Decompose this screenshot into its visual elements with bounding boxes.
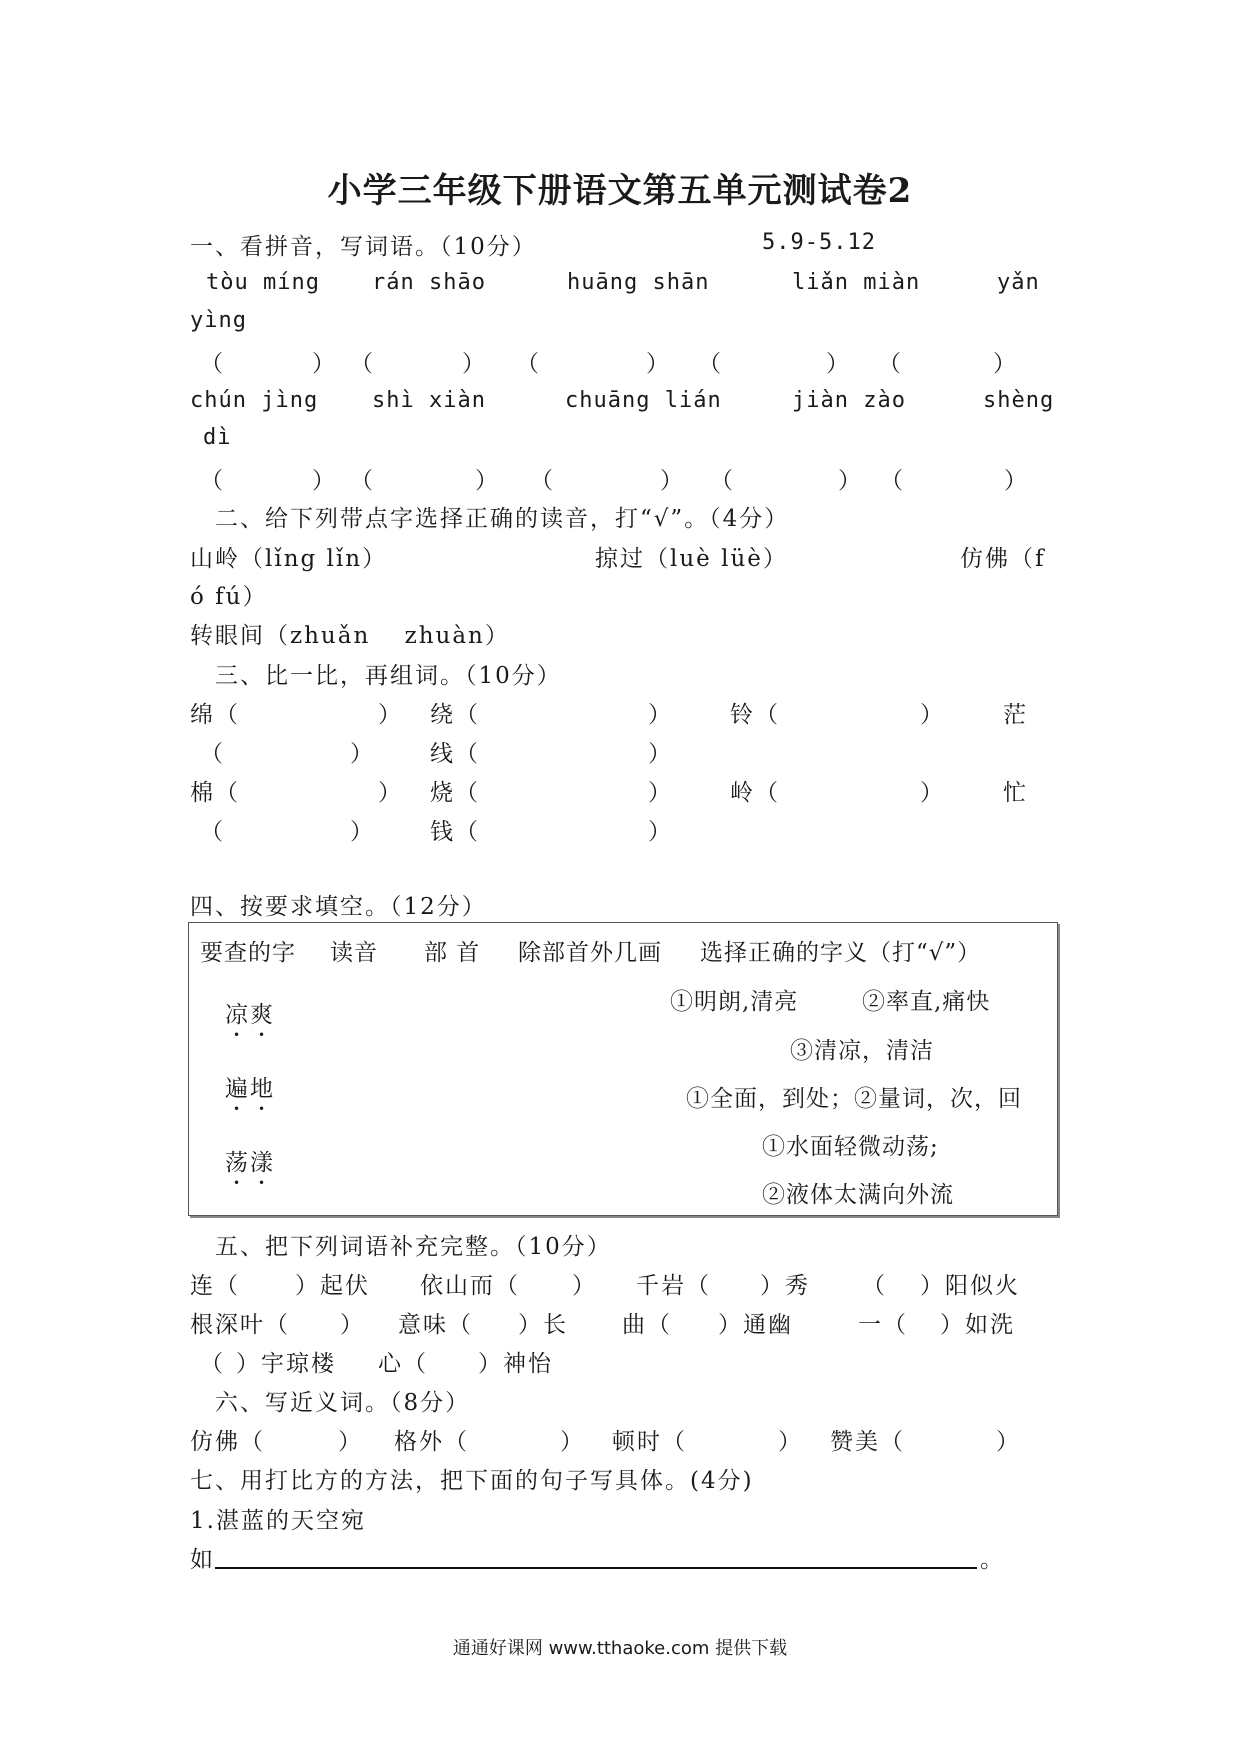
q2-item: 转眼间（zhuǎn zhuàn） bbox=[190, 623, 510, 649]
q3-cell: ） bbox=[350, 741, 375, 767]
pinyin: liǎn miàn bbox=[792, 270, 921, 295]
q3-cell: 茫 bbox=[1003, 702, 1028, 728]
q7-sentence: 1.湛蓝的天空宛 bbox=[190, 1508, 366, 1534]
q5-cell: 依山而（ bbox=[420, 1273, 520, 1299]
q6-cell: 顿时（ bbox=[612, 1429, 687, 1455]
blank-open: （ bbox=[880, 468, 905, 494]
blank-close: ） bbox=[1004, 468, 1029, 494]
q5-cell: ）如洗 bbox=[940, 1312, 1015, 1338]
blank-close: ） bbox=[312, 351, 337, 377]
q5-cell: ） bbox=[340, 1312, 365, 1338]
blank-close: ） bbox=[475, 468, 500, 494]
meaning: ①明朗,清亮 bbox=[670, 989, 799, 1015]
q3-cell: 岭（ bbox=[730, 780, 780, 806]
q7-prefix: 如 bbox=[190, 1547, 215, 1573]
blank-open: （ bbox=[516, 351, 541, 377]
q6-cell: ） bbox=[338, 1429, 363, 1455]
blank-open: （ bbox=[878, 351, 903, 377]
q3-cell: （ bbox=[200, 741, 225, 767]
q5-cell: ）宇琼楼 bbox=[236, 1351, 336, 1377]
q2-item: ó fú） bbox=[190, 584, 268, 610]
footer: 通通好课网 www.tthaoke.com 提供下载 bbox=[452, 1638, 788, 1659]
pinyin: tòu míng bbox=[206, 270, 320, 295]
q6-cell: ） bbox=[996, 1429, 1021, 1455]
q3-cell: （ bbox=[200, 819, 225, 845]
q6-cell: 仿佛（ bbox=[190, 1429, 265, 1455]
q3-heading: 三、比一比，再组词。（10分） bbox=[215, 663, 562, 689]
blank-open: （ bbox=[200, 468, 225, 494]
meaning: ②液体太满向外流 bbox=[762, 1182, 954, 1208]
q1-heading: 一、看拼音，写词语。（10分） bbox=[190, 234, 537, 260]
q7-suffix: 。 bbox=[980, 1547, 1005, 1573]
blank-close: ） bbox=[660, 468, 685, 494]
q5-cell: 心（ bbox=[378, 1351, 428, 1377]
blank-open: （ bbox=[710, 468, 735, 494]
q3-cell: ） bbox=[648, 819, 673, 845]
q5-cell: ） bbox=[572, 1273, 597, 1299]
blank-close: ） bbox=[646, 351, 671, 377]
lookup-word: 荡漾 bbox=[225, 1150, 275, 1176]
table-header: 选择正确的字义（打“√”） bbox=[700, 940, 982, 966]
q3-cell: ） bbox=[648, 780, 673, 806]
q5-cell: 千岩（ bbox=[636, 1273, 711, 1299]
q3-cell: 钱（ bbox=[430, 819, 480, 845]
q5-cell: 曲（ bbox=[622, 1312, 672, 1338]
table-header: 读音 bbox=[330, 940, 378, 966]
blank-open: （ bbox=[530, 468, 555, 494]
q3-cell: 绵（ bbox=[190, 702, 240, 728]
q6-heading: 六、写近义词。（8分） bbox=[215, 1390, 471, 1416]
table-header: 除部首外几画 bbox=[518, 940, 662, 966]
pinyin: shèng bbox=[983, 388, 1055, 413]
q3-cell: 铃（ bbox=[730, 702, 780, 728]
q7-heading: 七、用打比方的方法，把下面的句子写具体。(4分) bbox=[190, 1468, 754, 1494]
pinyin: chún jìng bbox=[190, 388, 319, 413]
q5-cell: ）长 bbox=[518, 1312, 568, 1338]
meaning: ②率直,痛快 bbox=[862, 989, 991, 1015]
q5-cell: 根深叶（ bbox=[190, 1312, 290, 1338]
q6-cell: ） bbox=[778, 1429, 803, 1455]
q3-cell: 线（ bbox=[430, 741, 480, 767]
q3-cell: ） bbox=[350, 819, 375, 845]
q5-cell: 意味（ bbox=[398, 1312, 473, 1338]
q3-cell: ） bbox=[378, 702, 403, 728]
q5-cell: ）起伏 bbox=[295, 1273, 370, 1299]
q3-cell: 烧（ bbox=[430, 780, 480, 806]
q5-cell: ）通幽 bbox=[718, 1312, 793, 1338]
q2-item: 掠过（luè lüè） bbox=[595, 546, 788, 572]
q5-cell: （ bbox=[200, 1351, 225, 1377]
table-header: 要查的字 bbox=[200, 940, 296, 966]
q6-cell: ） bbox=[560, 1429, 585, 1455]
pinyin: dì bbox=[203, 425, 232, 450]
q3-cell: ） bbox=[648, 741, 673, 767]
pinyin: jiàn zào bbox=[792, 388, 906, 413]
q5-cell: ）神怡 bbox=[478, 1351, 553, 1377]
q3-cell: 忙 bbox=[1003, 780, 1028, 806]
lookup-word: 凉爽 bbox=[225, 1002, 275, 1028]
blank-close: ） bbox=[993, 351, 1018, 377]
page-title: 小学三年级下册语文第五单元测试卷2 bbox=[327, 171, 913, 211]
q3-cell: 棉（ bbox=[190, 780, 240, 806]
blank-close: ） bbox=[826, 351, 851, 377]
q5-cell: ）秀 bbox=[760, 1273, 810, 1299]
q3-cell: 绕（ bbox=[430, 702, 480, 728]
q6-cell: 格外（ bbox=[394, 1429, 469, 1455]
meaning: ①全面，到处；②量词，次，回 bbox=[686, 1086, 1022, 1112]
pinyin: yǎn bbox=[997, 270, 1040, 295]
pinyin: yìng bbox=[190, 308, 247, 333]
blank-open: （ bbox=[350, 468, 375, 494]
q5-cell: 一（ bbox=[858, 1312, 908, 1338]
q3-cell: ） bbox=[920, 702, 945, 728]
blank-close: ） bbox=[462, 351, 487, 377]
blank-open: （ bbox=[698, 351, 723, 377]
q6-cell: 赞美（ bbox=[830, 1429, 905, 1455]
q4-heading: 四、按要求填空。（12分） bbox=[190, 894, 487, 920]
q2-heading: 二、给下列带点字选择正确的读音，打“√”。（4分） bbox=[215, 506, 790, 532]
q2-item: 山岭（lǐng lǐn） bbox=[190, 546, 388, 572]
pinyin: huāng shān bbox=[567, 270, 710, 295]
pinyin: shì xiàn bbox=[372, 388, 486, 413]
blank-open: （ bbox=[200, 351, 225, 377]
q2-item: 仿佛（f bbox=[960, 546, 1046, 572]
q5-heading: 五、把下列词语补充完整。（10分） bbox=[215, 1234, 612, 1260]
q5-cell: （ bbox=[862, 1273, 887, 1299]
blank-close: ） bbox=[838, 468, 863, 494]
answer-line[interactable] bbox=[215, 1567, 977, 1569]
q3-cell: ） bbox=[920, 780, 945, 806]
pinyin: rán shāo bbox=[372, 270, 486, 295]
meaning: ①水面轻微动荡; bbox=[762, 1134, 939, 1160]
q3-cell: ） bbox=[648, 702, 673, 728]
blank-open: （ bbox=[350, 351, 375, 377]
lookup-word: 遍地 bbox=[225, 1076, 275, 1102]
q3-cell: ） bbox=[378, 780, 403, 806]
table-header: 部 首 bbox=[424, 940, 481, 966]
blank-close: ） bbox=[312, 468, 337, 494]
q1-date: 5.9-5.12 bbox=[762, 230, 876, 255]
q5-cell: ）阳似火 bbox=[920, 1273, 1020, 1299]
q5-cell: 连（ bbox=[190, 1273, 240, 1299]
pinyin: chuāng lián bbox=[565, 388, 722, 413]
meaning: ③清凉，清洁 bbox=[790, 1038, 934, 1064]
